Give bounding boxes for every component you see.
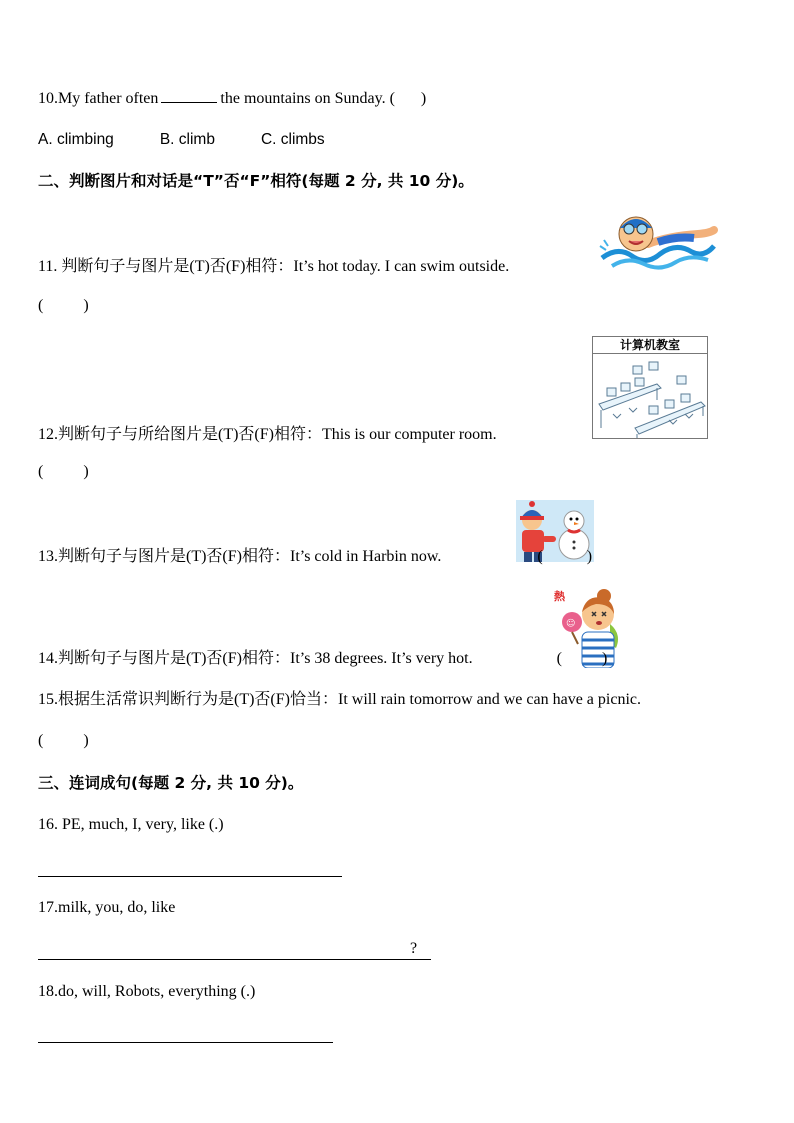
q10-text-after: the mountains on Sunday. ( [220, 90, 395, 107]
q11-text: 11. 判断句子与图片是(T)否(F)相符：It’s hot today. I can swim outside. [38, 258, 510, 275]
q17-question-mark: ? [410, 940, 418, 957]
q10-option-c: C. climbs [260, 131, 325, 148]
q15-text: 15.根据生活常识判断行为是(T)否(F)恰当：It will rain tomorrow and we can have a picnic. [38, 691, 641, 708]
q10-line [38, 88, 426, 109]
q12-text: 12.判断句子与所给图片是(T)否(F)相符：This is our computer room. [38, 426, 497, 443]
q14-line [38, 649, 607, 669]
computer-room-picture [592, 336, 708, 439]
q18-text: 18.do, will, Robots, everything (.) [38, 983, 256, 1000]
q10-blank [161, 88, 217, 103]
q13-line [38, 547, 592, 567]
q10-close: ) [420, 90, 427, 107]
q10-option-b: B. climb [159, 131, 215, 148]
q12-answer-paren: ( ) [38, 463, 89, 480]
q18-answer-line[interactable] [38, 1042, 333, 1043]
q17-answer-line[interactable] [38, 959, 431, 960]
q10-text-before: 10.My father often [38, 90, 159, 107]
q13-answer-paren: ( ) [537, 548, 593, 565]
q10-option-a: A. climbing [38, 131, 114, 148]
q16-answer-line[interactable] [38, 876, 342, 877]
q17-text: 17.milk, you, do, like [38, 899, 176, 916]
section3-heading: 三、连词成句(每题 2 分, 共 10 分)。 [38, 774, 304, 792]
hot-character: 熱 [554, 590, 565, 603]
q16-text: 16. PE, much, I, very, like (.) [38, 816, 224, 833]
q13-text: 13.判断句子与图片是(T)否(F)相符：It’s cold in Harbin now. [38, 548, 442, 565]
computer-room-drawing [593, 354, 707, 438]
q14-answer-paren: ( ) [556, 650, 608, 667]
q15-answer-paren: ( ) [38, 732, 89, 749]
section2-heading: 二、判断图片和对话是“T”否“F”相符(每题 2 分, 共 10 分)。 [38, 172, 474, 190]
q11-answer-paren: ( ) [38, 297, 89, 314]
q14-text: 14.判断句子与图片是(T)否(F)相符：It’s 38 degrees. It’s very hot. [38, 650, 473, 667]
q10-options [38, 130, 371, 150]
computer-room-sign: 计算机教室 [593, 337, 707, 354]
svg-text:☺: ☺ [566, 619, 576, 629]
swimmer-picture [598, 206, 718, 274]
